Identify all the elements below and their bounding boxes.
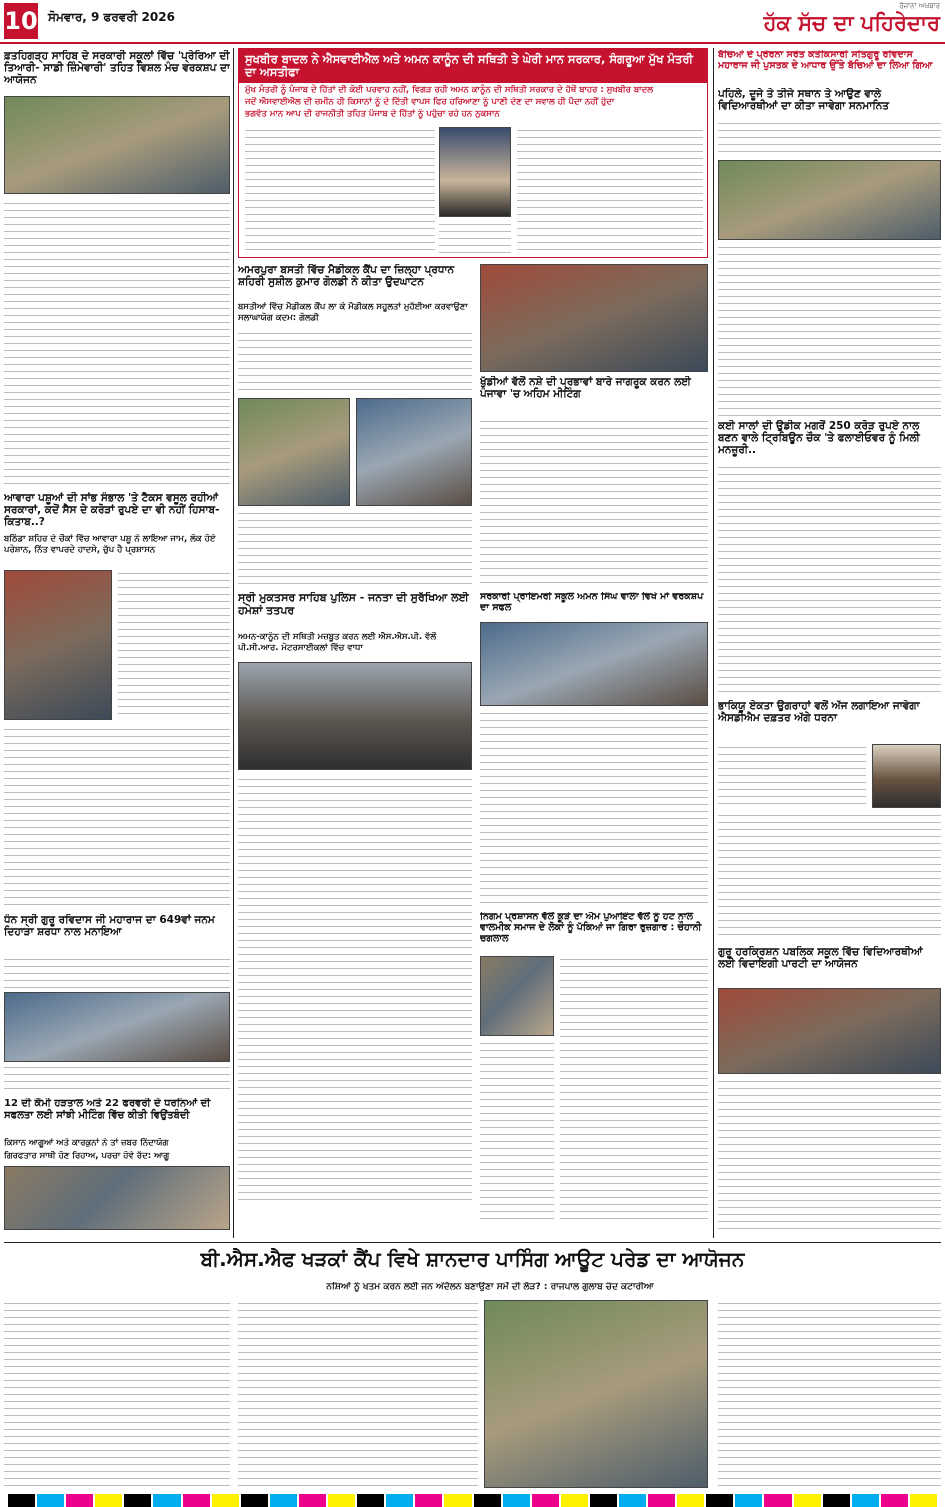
center-lower-right-headline: ਸਰਕਾਰੀ ਪ੍ਰਾਇਮਰੀ ਸਕੂਲ ਅਮਨ ਸਿੰਘ ਵਾਲਾ ਵਿਖੇ ਮਾਂ ਵਰਕਸ਼ਪ ਦਾ ਸਫਲ [480,592,704,613]
bottom-rule [4,1242,941,1243]
color-swatch [270,1494,297,1507]
center-lower-left-subhead: ਅਮਨ-ਕਾਨੂੰਨ ਦੀ ਸਥਿਤੀ ਮਜ਼ਬੂਤ ਕਰਨ ਲਈ ਐਸ.ਐਸ.ਪੀ. ਵੱਲੋਂ ਪੀ.ਸੀ.ਆਰ. ਮੋਟਰਸਾਈਕਲਾਂ ਵਿੱਚ ਵਾਧਾ [238,632,437,653]
issue-date: ਸੋਮਵਾਰ, 9 ਫਰਵਰੀ 2026 [48,10,175,24]
story3-headline: ਧੰਨ ਸ੍ਰੀ ਗੁਰੂ ਰਵਿਦਾਸ ਜੀ ਮਹਾਰਾਜ ਦਾ 649ਵਾਂ ਜਨਮ ਦਿਹਾੜਾ ਸ਼ਰਧਾ ਨਾਲ ਮਨਾਇਆ [4,914,215,939]
color-swatch [561,1494,588,1507]
center-mid-left-headline: ਅਮਰਪੁਰਾ ਬਸਤੀ ਵਿੱਚ ਮੈਡੀਕਲ ਕੈਂਪ ਦਾ ਜ਼ਿਲ੍ਹਾ ਪ੍ਰਧਾਨ ਸ਼ਹਿਰੀ ਸੁਸ਼ੀਲ ਕੁਮਾਰ ਗੋਲਡੀ ਨੇ ਕੀਤਾ ਉਦਘਾਟਨ [238,264,455,289]
right-story1-subhead: ਪਹਿਲੇ, ਦੂਜੇ ਤੇ ਤੀਜੇ ਸਥਾਨ ਤੇ ਆਉਣ ਵਾਲੇ ਵਿਦਿਆਰਥੀਆਂ ਦਾ ਕੀਤਾ ਜਾਵੇਗਾ ਸਨਮਾਨਿਤ [718,88,889,113]
center-top-bullet2: ਜਦੋਂ ਐਸਵਾਈਐਲ ਦੀ ਜ਼ਮੀਨ ਹੀ ਕਿਸਾਨਾਂ ਨੂੰ ਦੇ ਦਿੱਤੀ ਵਾਪਸ ਫਿਰ ਹਰਿਆਣਾ ਨੂੰ ਪਾਣੀ ਦੇਣ ਦਾ ਸਵਾਲ ਹੀ ਪੈਦਾ ਨਹੀਂ ਹੁੰਦਾ [245,97,615,107]
center-lower-right-body3 [480,1040,554,1224]
center-top-body-a [245,127,435,253]
color-swatch [66,1494,93,1507]
right-column [718,50,941,1238]
story3-caption [4,1064,230,1092]
right-story3-headline: ਭਾਕਿਯੂ ਏਕਤਾ ਉਗਰਾਹਾਂ ਵਲੋਂ ਅੱਜ ਲਗਾਇਆ ਜਾਵੇਗਾ ਐਸਡੀਐਮ ਦਫ਼ਤਰ ਅੱਗੇ ਧਰਨਾ [718,700,920,725]
color-swatch [764,1494,791,1507]
color-swatch [706,1494,733,1507]
color-swatch [386,1494,413,1507]
bottom-subhead: ਨਸ਼ਿਆਂ ਨੂੰ ਖਤਮ ਕਰਨ ਲਈ ਜਨ ਅੰਦੋਲਨ ਬਣਾਉਣਾ ਸਮੇਂ ਦੀ ਲੋੜ? : ਰਾਜਪਾਲ ਗੁਲਾਬ ਚੰਦ ਕਟਾਰੀਆ [326,1282,654,1292]
right-story3-photo [872,744,941,808]
color-swatch [299,1494,326,1507]
color-swatch [677,1494,704,1507]
color-swatch [124,1494,151,1507]
color-swatch [37,1494,64,1507]
story4-photo [4,1166,230,1230]
color-registration-bar [0,1494,945,1507]
color-swatch [415,1494,442,1507]
column-rule-left [233,48,234,1238]
story3-body [4,956,230,988]
bottom-body-center [238,1300,478,1488]
right-story3-body-a [718,744,866,808]
right-story4-body [718,1078,941,1230]
story2-body-a [118,570,230,720]
color-swatch [444,1494,471,1507]
color-swatch [503,1494,530,1507]
center-lower-right-body2 [560,956,708,1224]
center-lower-right-headline2: ਨਿਗਮ ਪ੍ਰਸ਼ਾਸਨ ਵੱਲੋਂ ਕੂੜੇ ਦਾ ਐਮ ਪੁਆਇੰਟ ਵੱਲੋਂ ਨੂੰ ਹਟ ਨਾਲ ਵਾਲਮੀਕ ਸਮਾਜ ਦੇ ਲੋਕਾਂ ਨੂੰ ਪੱਕਿਆਂ ਜਾ ਗਿਰਾ ਰੁਜ਼ਗਾਰ : ਚੌਹਾਨੀ ਚਗਲਾਲ [480,912,702,944]
center-mid-right-headline: ਖੁੱਡੀਆਂ ਵੱਲੋਂ ਨਸ਼ੇ ਦੀ ਪ੍ਰਭਾਵਾਂ ਬਾਰੇ ਜਾਗਰੂਕ ਕਰਨ ਲਈ ਪੰਜਾਵਾ 'ਚ ਅਹਿਮ ਮੀਟਿੰਗ [480,376,691,401]
right-story2-headline: ਕਈ ਸਾਲਾਂ ਦੀ ਉਡੀਕ ਮਗਰੋਂ 250 ਕਰੋੜ ਰੁਪਏ ਨਾਲ ਬਣਨ ਵਾਲੇ ਟ੍ਰਿਬਿਊਨ ਚੌਕ 'ਤੇ ਫਲਾਈਓਵਰ ਨੂੰ ਮਿਲੀ ਮਨਜ਼ੂਰੀ.. [718,420,920,457]
color-swatch [735,1494,762,1507]
center-lower-right-body [480,710,708,906]
story4-subhead2: ਗਿਰਫਤਾਰ ਸਾਥੀ ਹੋਣ ਰਿਹਾਅ, ਪਰਚਾ ਹੋਵੇ ਰੱਦ: ਆਗੂ [4,1151,170,1161]
story2-body-b [4,726,230,906]
page-number: 10 [4,3,38,39]
color-swatch [474,1494,501,1507]
center-top-story [238,48,708,258]
center-top-body-c [517,127,703,253]
center-lower-left-story [238,592,472,1238]
masthead [0,0,945,44]
color-swatch [619,1494,646,1507]
column-rule-right [713,48,714,1238]
center-lower-right-photo1 [480,622,708,706]
story2-subhead: ਬਠਿੰਡਾ ਸ਼ਹਿਰ ਦੇ ਚੌਕਾਂ ਵਿੱਚ ਆਵਾਰਾ ਪਸ਼ੂ ਨੇ ਲਾਇਆ ਜਾਮ, ਲੋਕ ਹੋਏ ਪਰੇਸ਼ਾਨ, ਨਿੱਤ ਵਾਪਰਦੇ ਹਾਦਸੇ, ਚੁੱਪ ਹੈ ਪ੍ਰਸ਼ਾਸਨ [4,534,216,555]
right-story1-body2 [718,244,941,420]
color-swatch [241,1494,268,1507]
center-top-headline: ਸੁਖਬੀਰ ਬਾਦਲ ਨੇ ਐਸਵਾਈਐਲ ਅਤੇ ਅਮਨ ਕਾਨੂੰਨ ਦੀ ਸਥਿਤੀ ਤੇ ਘੇਰੀ ਮਾਨ ਸਰਕਾਰ, ਸੰਗਰੂਆ ਮੁੱਖ ਮੰਤਰੀ ਦਾ ਅਸਤੀਫਾ [239,49,707,83]
color-swatch [328,1494,355,1507]
center-lower-left-body [238,776,472,1206]
color-swatch [532,1494,559,1507]
story4-subhead: ਕਿਸਾਨ ਆਗੂਆਂ ਅਤੇ ਕਾਰਕੁਨਾਂ ਨੇ ਤਾਂ ਜ਼ਬਰ ਨਿੰਦਾਯੋਗ [4,1138,169,1148]
color-swatch [183,1494,210,1507]
color-swatch [852,1494,879,1507]
center-top-photo [439,127,511,217]
bottom-photo [484,1300,708,1488]
center-mid-left-body2 [238,510,472,588]
color-swatch [648,1494,675,1507]
story2-headline: ਆਵਾਰਾ ਪਸ਼ੂਆਂ ਦੀ ਸਾਂਭ ਸੰਭਾਲ 'ਤੇ ਟੈਕਸ ਵਸੂਲ ਰਹੀਆਂ ਸਰਕਾਰਾਂ, ਕਦੋਂ ਸੈਸ ਦੇ ਕਰੋੜਾਂ ਰੁਪਏ ਦਾ ਵੀ ਨਹੀਂ ਹਿਸਾਬ-ਕਿਤਾਬ..? [4,492,220,529]
bottom-body-right [718,1300,941,1488]
center-lower-right-story [480,592,708,1238]
right-story1-body [718,120,941,156]
color-swatch [881,1494,908,1507]
color-swatch [794,1494,821,1507]
center-mid-left-photo1 [238,398,350,506]
color-swatch [823,1494,850,1507]
right-story1-headline: ਬੱਚਿਆਂ ਦੇ ਪ੍ਰੇਰਨਾ ਸਰੋਤ ਕਤੇਕਿਸਾਰੀ ਸਤਿਗੁਰੂ ਰਵਿਦਾਸ ਮਹਾਰਾਜ ਜੀ ਪੁਸਤਕ ਦੇ ਆਧਾਰ ਉੱਤੇ ਬੱਚਿਆਂ ਦਾ ਲਿਆ ਗਿਆ [718,50,933,71]
right-story4-photo [718,988,941,1074]
left-column [4,50,230,1230]
color-swatch [8,1494,35,1507]
color-swatch [357,1494,384,1507]
center-mid-right-photo [480,264,708,372]
color-swatch [212,1494,239,1507]
color-swatch [910,1494,937,1507]
color-swatch [95,1494,122,1507]
story1-headline: ਫ਼ਤਹਿਗੜ੍ਹ ਸਾਹਿਬ ਦੇ ਸਰਕਾਰੀ ਸਕੂਲਾਂ ਵਿੱਚ 'ਪ੍ਰੇਰਿਆ ਦੀ ਤਿਆਰੀ- ਸਾਡੀ ਜ਼ਿੰਮੇਵਾਰੀ' ਤਹਿਤ ਵਿਸ਼ਲ ਮੰਚ ਵਰਕਸ਼ਪ ਦਾ ਆਯੋਜਨ [4,50,230,87]
color-swatch [590,1494,617,1507]
right-story1-photo [718,160,941,240]
center-mid-left-body [238,330,472,394]
story4-headline: 12 ਦੀ ਕੌਮੀ ਹੜਤਾਲ ਅਤੇ 22 ਫਰਵਰੀ ਦੇ ਧਰਨਿਆਂ ਦੀ ਸਫਲਤਾ ਲਈ ਸਾਂਝੀ ਮੀਟਿੰਗ ਵਿੱਚ ਕੀਤੀ ਵਿਉਂਤਬੰਦੀ [4,1098,211,1121]
story3-photo [4,992,230,1062]
center-top-body-b [439,221,511,253]
center-lower-left-photo [238,662,472,770]
center-lower-left-headline: ਸ੍ਰੀ ਮੁਕਤਸਰ ਸਾਹਿਬ ਪੁਲਿਸ - ਜਨਤਾ ਦੀ ਸੁਰੱਖਿਆ ਲਈ ਹਮੇਸ਼ਾਂ ਤਤਪਰ [238,592,469,617]
center-mid-left-subhead: ਬਸਤੀਆਂ ਵਿੱਚ ਮੈਡੀਕਲ ਕੈਂਪ ਲਾ ਕੇ ਮੈਡੀਕਲ ਸਹੂਲਤਾਂ ਮੁਹੱਈਆ ਕਰਵਾਉਣਾ ਸਲਾਘਾਯੋਗ ਕਦਮ: ਗੋਲਡੀ [238,302,468,323]
logo-tag: ਰੋਜ਼ਾਨਾ ਅਖ਼ਬਾਰ [899,2,940,10]
center-top-bullet1: ਮੁੱਖ ਮੰਤਰੀ ਨੂੰ ਪੰਜਾਬ ਦੇ ਹਿੱਤਾਂ ਦੀ ਕੋਈ ਪਰਵਾਹ ਨਹੀਂ, ਵਿਗੜ ਰਹੀ ਅਮਨ ਕਾਨੂੰਨ ਦੀ ਸਥਿਤੀ ਸਰਕਾਰ ਦੇ ਹੱਥੋਂ ਬਾਹਰ : ਸੁਖਬੀਰ ਬਾਦਲ [245,85,653,95]
right-story3-body-b [718,812,941,940]
center-mid-left-photo2 [356,398,472,506]
story1-body [4,200,230,486]
story2-photo [4,570,112,720]
right-story4-headline: ਗੁਰੂ ਹਰਕ੍ਰਿਸ਼ਨ ਪਬਲਿਕ ਸਕੂਲ ਵਿੱਚ ਵਿਦਿਆਰਥੀਆਂ ਲਈ ਵਿਦਾਇਗੀ ਪਾਰਟੀ ਦਾ ਆਯੋਜਨ [718,946,923,971]
bottom-body-left [4,1300,230,1488]
bottom-headline: ਬੀ.ਐਸ.ਐਫ ਖੜਕਾਂ ਕੈਂਪ ਵਿਖੇ ਸ਼ਾਨਦਾਰ ਪਾਸਿੰਗ ਆਊਟ ਪਰੇਡ ਦਾ ਆਯੋਜਨ [200,1248,745,1271]
right-story2-body [718,464,941,694]
masthead-logo [700,2,940,42]
center-top-bullet3: ਭਗਵੰਤ ਮਾਨ ਆਪ ਦੀ ਰਾਜਨੀਤੀ ਤਹਿਤ ਪੰਜਾਬ ਦੇ ਹਿੱਤਾਂ ਨੂੰ ਪਹੁੰਚਾ ਰਹੇ ਹਨ ਨੁਕਸਾਨ [245,109,500,119]
logo-text: ਹੱਕ ਸੱਚ ਦਾ ਪਹਿਰੇਦਾਰ [763,11,940,35]
story1-photo [4,96,230,194]
center-lower-right-photo2 [480,956,554,1036]
center-mid-right-body [480,418,708,588]
color-swatch [153,1494,180,1507]
